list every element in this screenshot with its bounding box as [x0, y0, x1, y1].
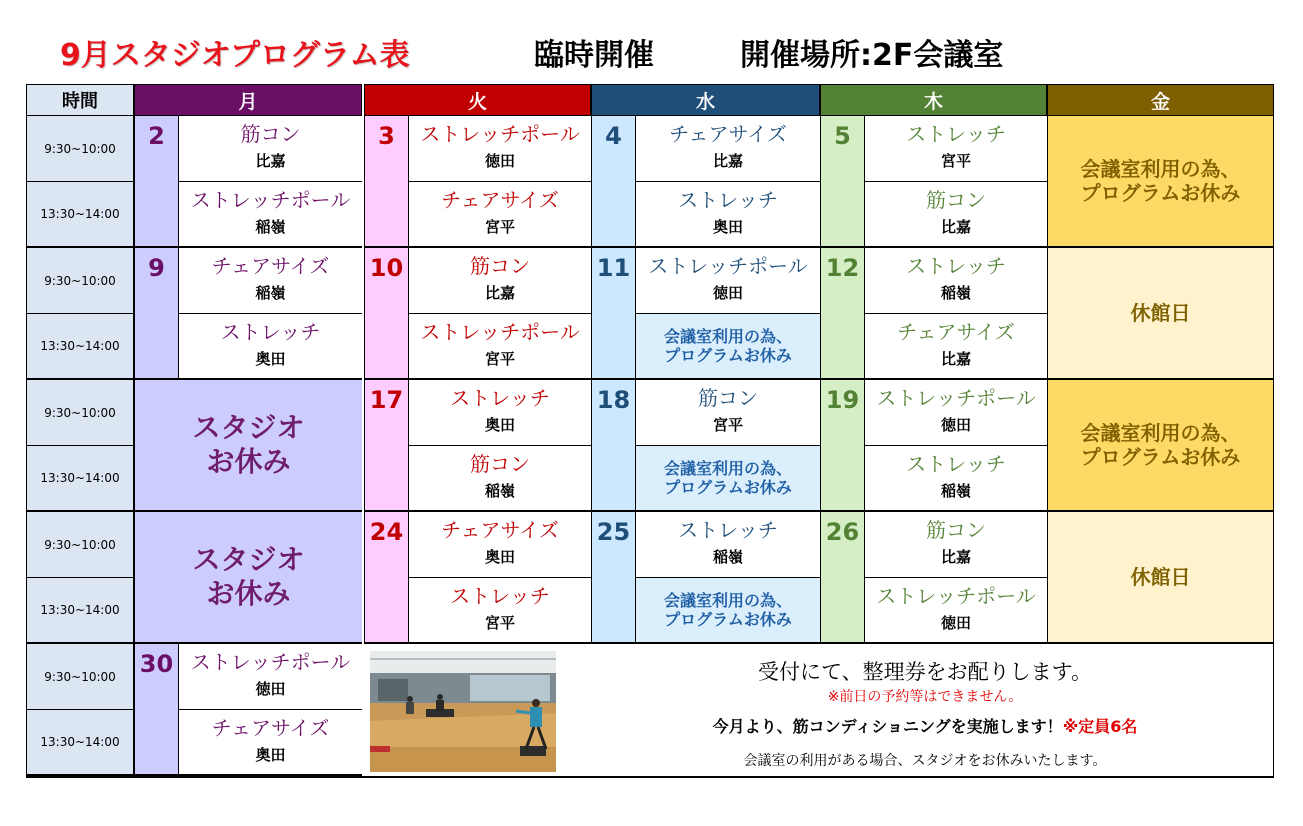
instructor-name: 奥田 [255, 746, 286, 764]
venue-label: 開催場所:2F会議室 [740, 38, 1004, 73]
program-cell [408, 380, 591, 446]
program-cell [864, 116, 1047, 182]
program-cell [178, 314, 362, 380]
program-name: 筋コン [470, 452, 530, 476]
program-cell [178, 248, 362, 314]
instructor-name: 奥田 [255, 350, 286, 368]
time-column-header: 時間 [26, 84, 134, 116]
time-slot-label: 9:30~10:00 [26, 644, 134, 710]
program-name: ストレッチ [450, 386, 550, 410]
program-name: チェアサイズ [441, 518, 559, 542]
program-cell [408, 314, 591, 380]
program-name: チェアサイズ [669, 122, 787, 146]
date-cell: 25 [591, 512, 635, 644]
date-cell: 11 [591, 248, 635, 380]
date-cell: 26 [820, 512, 864, 644]
instructor-name: 稲嶺 [712, 548, 743, 566]
instructor-name: 宮平 [940, 152, 971, 170]
studio-photo [370, 651, 556, 772]
instructor-name: 徳田 [712, 284, 743, 302]
program-name: チェアサイズ [211, 254, 330, 278]
program-name: ストレッチ [678, 518, 778, 542]
temporary-label: 臨時開催 [534, 38, 654, 73]
instructor-name: 徳田 [484, 152, 515, 170]
instructor-name: 比嘉 [255, 152, 286, 170]
program-cell [864, 578, 1047, 644]
day-header-5: 金 [1047, 84, 1274, 116]
date-cell: 10 [364, 248, 408, 380]
program-cell [408, 116, 591, 182]
friday-closed-cell: 会議室利用の為、 プログラムお休み [1047, 380, 1274, 512]
holiday-cell: 休館日 [1047, 248, 1274, 380]
time-slot-label: 9:30~10:00 [26, 512, 134, 578]
program-cell [178, 710, 362, 776]
time-slot-label: 13:30~14:00 [26, 182, 134, 248]
instructor-name: 奥田 [484, 416, 515, 434]
day-header-4: 木 [820, 84, 1047, 116]
program-name: ストレッチポール [876, 386, 1036, 410]
program-name: ストレッチポール [420, 320, 580, 344]
program-cell [408, 446, 591, 512]
notice-line-4: 会議室の利用がある場合、スタジオをお休みいたします。 [743, 753, 1107, 769]
instructor-name: 比嘉 [484, 284, 515, 302]
closed-notice-cell: 会議室利用の為、 プログラムお休み [635, 314, 820, 380]
date-cell: 24 [364, 512, 408, 644]
day-header-2: 火 [364, 84, 591, 116]
program-cell [178, 116, 362, 182]
day-header-3: 水 [591, 84, 820, 116]
closed-notice-cell: 会議室利用の為、 プログラムお休み [635, 578, 820, 644]
table-edge [1273, 644, 1274, 776]
program-cell [864, 380, 1047, 446]
instructor-name: 奥田 [484, 548, 515, 566]
program-name: ストレッチポール [190, 188, 351, 212]
instructor-name: 比嘉 [940, 548, 971, 566]
page-title: 9月スタジオプログラム表 [60, 38, 410, 73]
program-name: 筋コン [470, 254, 530, 278]
studio-closed-cell: スタジオ お休み [134, 512, 362, 644]
program-cell [635, 512, 820, 578]
program-name: ストレッチポール [876, 584, 1036, 608]
date-cell: 17 [364, 380, 408, 512]
program-name: ストレッチ [678, 188, 778, 212]
date-cell: 4 [591, 116, 635, 248]
day-header-1: 月 [134, 84, 362, 116]
time-slot-label: 9:30~10:00 [26, 380, 134, 446]
program-cell [408, 512, 591, 578]
instructor-name: 宮平 [484, 350, 515, 368]
instructor-name: 奥田 [712, 218, 743, 236]
notice-line-3 [580, 714, 1270, 737]
instructor-name: 宮平 [712, 416, 743, 434]
program-name: 筋コン [240, 122, 301, 146]
instructor-name: 徳田 [940, 614, 971, 632]
program-name: ストレッチ [906, 254, 1006, 278]
instructor-name: 稲嶺 [940, 482, 971, 500]
time-slot-label: 9:30~10:00 [26, 248, 134, 314]
program-name: 筋コン [698, 386, 758, 410]
time-slot-label: 13:30~14:00 [26, 578, 134, 644]
program-cell [178, 182, 362, 248]
program-name: 筋コン [926, 518, 986, 542]
studio-closed-cell: スタジオ お休み [134, 380, 362, 512]
program-cell [635, 248, 820, 314]
instructor-name: 宮平 [484, 614, 515, 632]
program-name: ストレッチ [906, 452, 1006, 476]
notice-line-2: ※前日の予約等はできません。 [827, 689, 1023, 705]
instructor-name: 稲嶺 [255, 218, 286, 236]
instructor-name: 稲嶺 [255, 284, 286, 302]
time-slot-label: 13:30~14:00 [26, 710, 134, 776]
holiday-cell: 休館日 [1047, 512, 1274, 644]
date-cell: 9 [134, 248, 178, 380]
time-slot-label: 9:30~10:00 [26, 116, 134, 182]
program-name: チェアサイズ [897, 320, 1015, 344]
program-name: ストレッチ [906, 122, 1006, 146]
instructor-name: 徳田 [940, 416, 971, 434]
date-cell: 30 [134, 644, 178, 776]
time-slot-label: 13:30~14:00 [26, 446, 134, 512]
notice-line-3-capacity: ※定員6名 [1062, 717, 1138, 736]
table-bottom-border [26, 776, 1274, 778]
closed-notice-cell: 会議室利用の為、 プログラムお休み [635, 446, 820, 512]
program-name: 筋コン [926, 188, 986, 212]
program-name: ストレッチ [450, 584, 550, 608]
program-name: チェアサイズ [441, 188, 559, 212]
program-cell [864, 446, 1047, 512]
instructor-name: 稲嶺 [940, 284, 971, 302]
program-cell [635, 380, 820, 446]
program-name: ストレッチ [220, 320, 321, 344]
notice-line-1: 受付にて、整理券をお配りします。 [758, 660, 1092, 684]
date-cell: 3 [364, 116, 408, 248]
instructor-name: 宮平 [484, 218, 515, 236]
date-cell: 2 [134, 116, 178, 248]
time-slot-label: 13:30~14:00 [26, 314, 134, 380]
instructor-name: 稲嶺 [484, 482, 515, 500]
program-cell [864, 182, 1047, 248]
program-cell [178, 644, 362, 710]
notice-line-3-main: 今月より、筋コンディショニングを実施します！ [712, 717, 1063, 736]
date-cell: 12 [820, 248, 864, 380]
instructor-name: 徳田 [255, 680, 286, 698]
program-cell [864, 314, 1047, 380]
program-cell [864, 512, 1047, 578]
program-cell [635, 182, 820, 248]
program-cell [408, 578, 591, 644]
friday-closed-cell: 会議室利用の為、 プログラムお休み [1047, 116, 1274, 248]
program-name: チェアサイズ [211, 716, 330, 740]
program-cell [408, 182, 591, 248]
instructor-name: 比嘉 [940, 350, 971, 368]
program-name: ストレッチポール [648, 254, 808, 278]
instructor-name: 比嘉 [712, 152, 743, 170]
program-cell [635, 116, 820, 182]
program-cell [864, 248, 1047, 314]
date-cell: 19 [820, 380, 864, 512]
program-cell [408, 248, 591, 314]
program-name: ストレッチポール [420, 122, 580, 146]
date-cell: 5 [820, 116, 864, 248]
instructor-name: 比嘉 [940, 218, 971, 236]
program-name: ストレッチポール [190, 650, 351, 674]
date-cell: 18 [591, 380, 635, 512]
